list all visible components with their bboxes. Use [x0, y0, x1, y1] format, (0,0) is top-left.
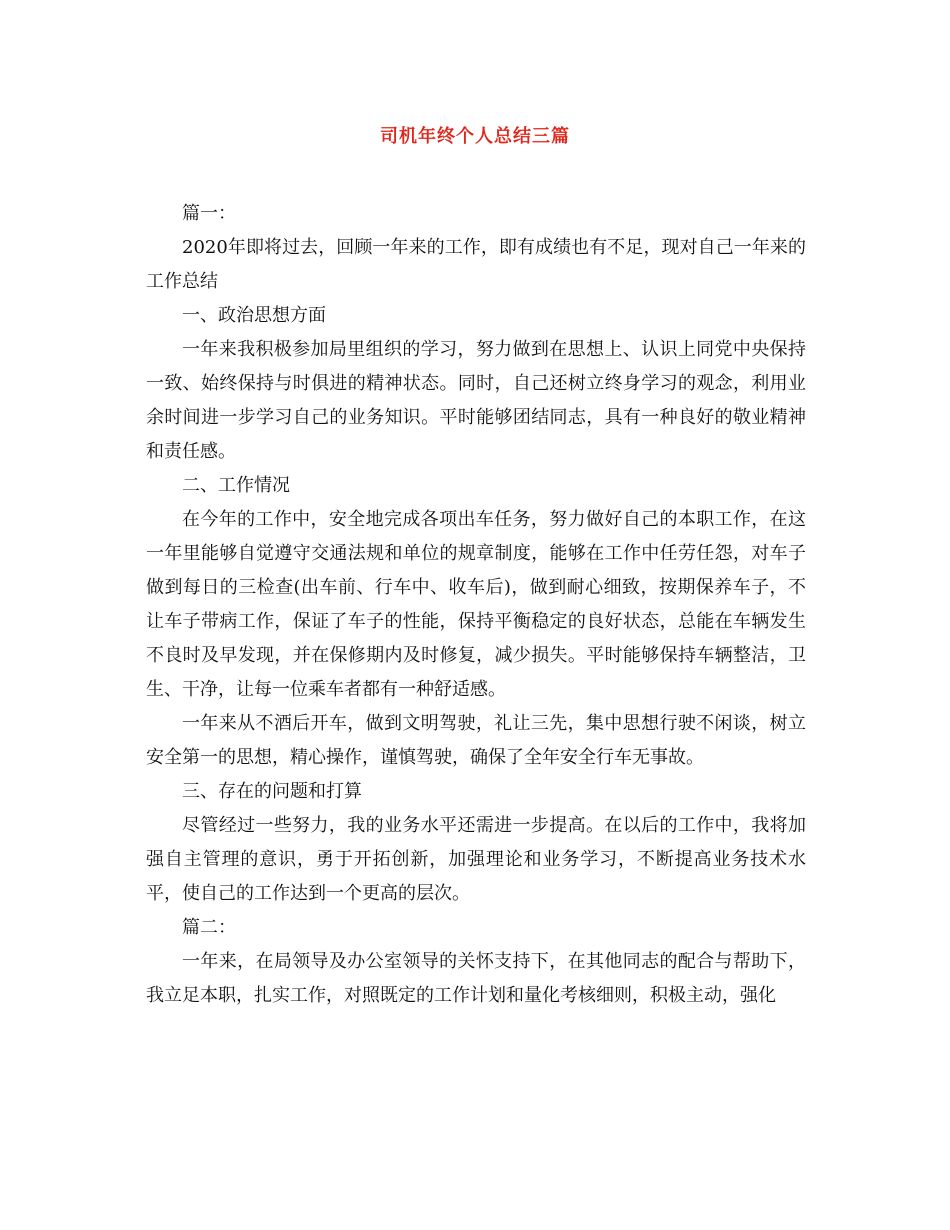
document-title: 司机年终个人总结三篇 — [380, 126, 570, 147]
document-body — [146, 197, 806, 1013]
section-label-part-one: 篇一： — [182, 203, 236, 224]
heading-work-situation: 二、工作情况 — [182, 475, 290, 496]
section-label-part-two: 篇二： — [182, 917, 236, 938]
paragraph-work-situation: 在今年的工作中，安全地完成各项出车任务，努力做好自己的本职工作，在这一年里能够自觉遵守交通法规和单位的规章制度，能够在工作中任劳任怨，对车子做到每日的三检查(出车前、行车中、收车后)，做到耐心细致，按期保养车子，不让车子带病工作，保证了车子的性能，保持平衡稳定的良好状态，总能在车辆发生不良时及早发现，并在保修期内及时修复，减少损失。平时能够保持车辆整洁，卫生、干净，让每一位乘车者都有一种舒适感。 — [146, 509, 806, 700]
paragraph-political-thought: 一年来我积极参加局里组织的学习，努力做到在思想上、认识上同党中央保持一致、始终保持与时俱进的精神状态。同时，自己还树立终身学习的观念，利用业余时间进一步学习自己的业务知识。平时能够团结同志，具有一种良好的敬业精神和责任感。 — [146, 339, 806, 462]
heading-political-thought: 一、政治思想方面 — [182, 305, 326, 326]
paragraph-part-two-intro: 一年来，在局领导及办公室领导的关怀支持下，在其他同志的配合与帮助下，我立足本职，扎实工作，对照既定的工作计划和量化考核细则，积极主动，强化 — [146, 951, 806, 1006]
paragraph-safe-driving: 一年来从不酒后开车，做到文明驾驶，礼让三先，集中思想行驶不闲谈，树立安全第一的思想，精心操作，谨慎驾驶，确保了全年安全行车无事故。 — [146, 713, 806, 768]
paragraph-problems-plans: 尽管经过一些努力，我的业务水平还需进一步提高。在以后的工作中，我将加强自主管理的意识，勇于开拓创新，加强理论和业务学习，不断提高业务技术水平，使自己的工作达到一个更高的层次。 — [146, 815, 806, 904]
heading-problems-plans: 三、存在的问题和打算 — [182, 781, 362, 802]
intro-paragraph: 2020年即将过去，回顾一年来的工作，即有成绩也有不足，现对自己一年来的工作总结 — [146, 237, 806, 292]
